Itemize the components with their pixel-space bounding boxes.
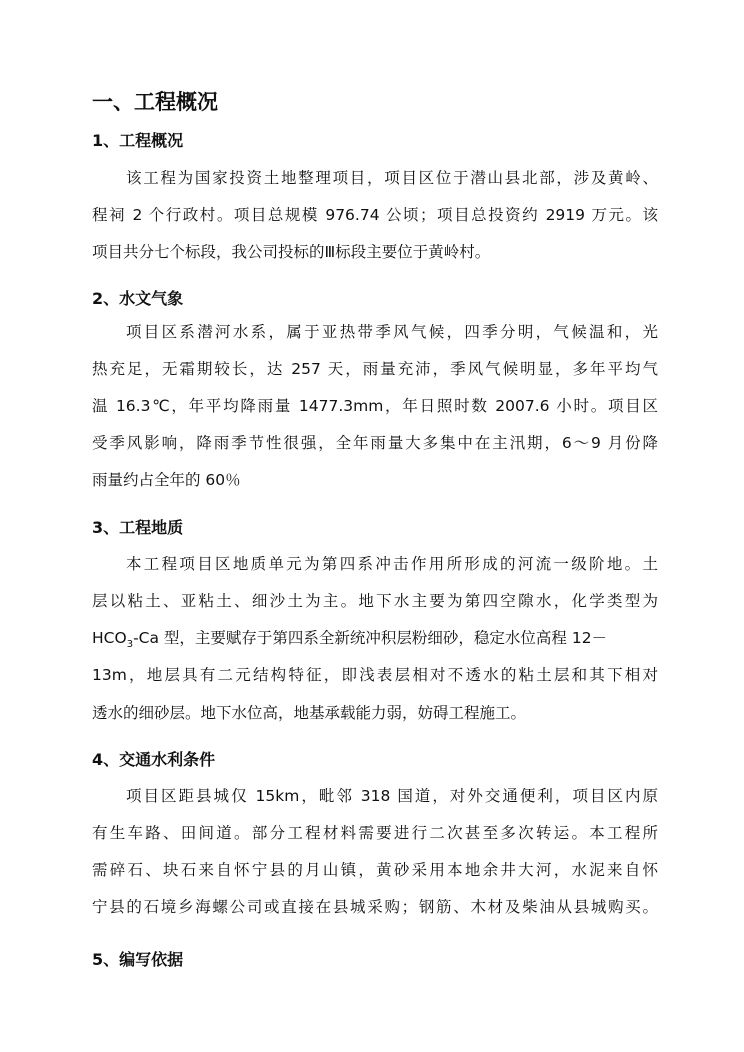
- paragraph-line: 本工程项目区地质单元为第四系冲击作用所形成的河流一级阶地。土: [126, 555, 658, 573]
- paragraph-line: 有生车路、田间道。部分工程材料需要进行二次甚至多次转运。本工程所: [92, 824, 658, 842]
- formula-rest: -Ca 型，主要赋存于第四系全新统冲积层粉细砂，稳定水位高程 12－: [133, 629, 608, 647]
- paragraph-line: 程祠 2 个行政村。项目总规模 976.74 公顷；项目总投资约 2919 万元。该: [92, 206, 658, 224]
- chapter-title: 一、工程概况: [92, 90, 218, 114]
- formula-text: HCO: [92, 629, 127, 647]
- section-heading: 2、水文气象: [92, 289, 184, 308]
- section-heading: 5、编写依据: [92, 950, 184, 969]
- section-heading: 4、交通水利条件: [92, 750, 216, 769]
- paragraph-line: 宁县的石境乡海螺公司或直接在县城采购；钢筋、木材及柴油从县城购买。: [92, 898, 658, 916]
- paragraph-line: 透水的细砂层。地下水位高，地基承载能力弱，妨碍工程施工。: [92, 704, 527, 722]
- paragraph-line: 受季风影响，降雨季节性很强，全年雨量大多集中在主汛期，6～9 月份降: [92, 434, 658, 452]
- paragraph-line: 13m，地层具有二元结构特征，即浅表层相对不透水的粘土层和其下相对: [92, 666, 658, 684]
- formula-subscript: 3: [126, 639, 134, 651]
- paragraph-line: 项目区系潜河水系，属于亚热带季风气候，四季分明，气候温和，光: [126, 323, 658, 341]
- paragraph-line: 需碎石、块石来自怀宁县的月山镇，黄砂采用本地余井大河，水泥来自怀: [92, 861, 658, 879]
- paragraph-line: 热充足，无霜期较长，达 257 天，雨量充沛，季风气候明显，多年平均气: [92, 360, 658, 378]
- paragraph-line: 该工程为国家投资土地整理项目，项目区位于潜山县北部，涉及黄岭、: [126, 169, 658, 187]
- paragraph-line: 项目区距县城仅 15km，毗邻 318 国道，对外交通便利，项目区内原: [126, 787, 658, 805]
- paragraph-line: 温 16.3℃，年平均降雨量 1477.3mm，年日照时数 2007.6 小时。项目区: [92, 397, 658, 415]
- paragraph-line: 雨量约占全年的 60％: [92, 471, 241, 489]
- section-heading: 3、工程地质: [92, 518, 184, 537]
- paragraph-line: 项目共分七个标段，我公司投标的Ⅲ标段主要位于黄岭村。: [92, 243, 491, 261]
- paragraph-line: 层以粘土、亚粘土、细沙土为主。地下水主要为第四空隙水，化学类型为: [92, 592, 658, 610]
- paragraph-line-formula: [92, 628, 658, 655]
- section-heading: 1、工程概况: [92, 131, 184, 150]
